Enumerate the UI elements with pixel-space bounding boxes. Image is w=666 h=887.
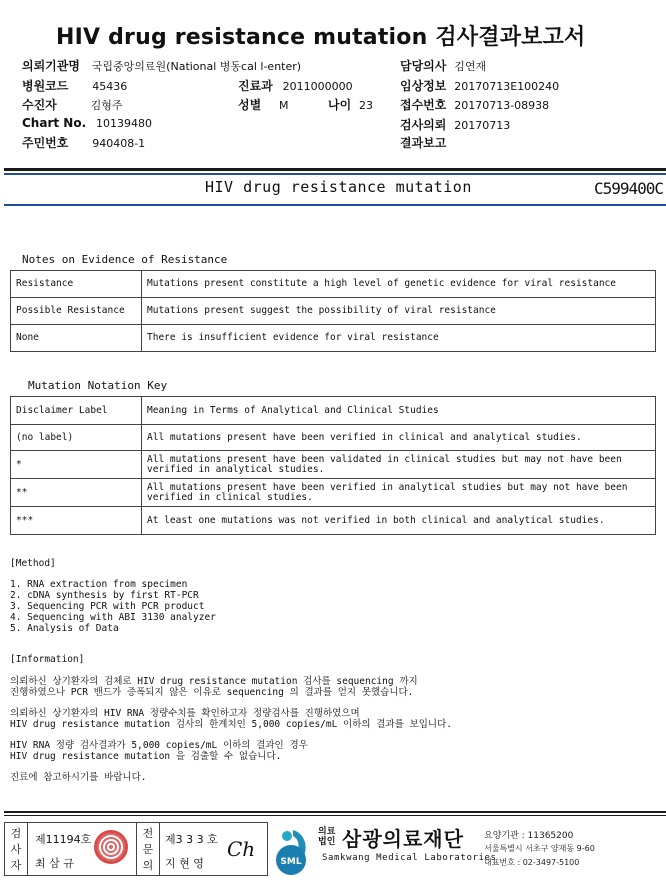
table-row [11,397,656,425]
doctor-label: 담당의사 [400,59,447,73]
logo-abbr: SML [280,857,302,867]
notation-label: Disclaimer Label [11,397,142,425]
examiner-label-char: 검 [10,827,22,840]
notation-label: ** [11,479,142,507]
brand-english-name: Samkwang Medical Laboratories [322,853,497,863]
test-code: C599400C [594,179,664,198]
clinical-info-field [400,77,559,94]
notation-text: All mutations present have been verified in clinical and analytical studies. [142,425,656,451]
box-divider [27,823,28,875]
report-label: 결과보고 [400,136,447,150]
examiner-name: 최 삼 규 [35,857,74,870]
address: 서울특별시 서초구 양재동 9-60 [484,844,595,853]
institution-code: 요양기관 : 11365200 [484,831,574,841]
sex-value: M [279,99,289,112]
section-divider [4,204,666,206]
evidence-label: Resistance [11,271,142,298]
examiner-label-char: 사 [10,843,22,856]
box-divider [159,823,160,875]
information-line: HIV drug resistance mutation 검사의 한계치인 5,000 copies/mL 이하의 결과를 보입니다. [10,719,452,730]
brand-name: 삼광의료재단 [342,827,464,851]
brand-prefix-line: 의료 [318,827,336,837]
table-row [11,507,656,535]
notation-label: * [11,451,142,479]
method-heading: [Method] [10,558,56,569]
examiner-label-char: 자 [10,859,22,872]
sml-logo-icon [273,826,313,876]
information-line: HIV RNA 정량 검사결과가 5,000 copies/mL 이하의 결과인 경우 [10,740,308,751]
report-field [400,134,450,151]
table-row [11,325,656,352]
sex-label: 성별 [238,98,262,112]
evidence-heading: Notes on Evidence of Resistance [22,253,228,266]
method-step: 4. Sequencing with ABI 3130 analyzer [10,612,216,623]
hospital-code-value: 45436 [92,80,128,93]
evidence-table [10,270,656,352]
specialist-label-char: 의 [142,859,154,872]
request-date-label: 검사의뢰 [400,118,447,132]
table-row [11,271,656,298]
examiner-license-no: 제11194호 [35,833,92,846]
evidence-label: Possible Resistance [11,298,142,325]
doctor-field [400,57,486,74]
receipt-field [400,96,549,113]
specialist-label-char: 문 [142,843,154,856]
table-row [11,298,656,325]
doctor-value: 김연재 [454,60,487,73]
method-step: 2. cDNA synthesis by first RT-PCR [10,590,199,601]
notation-text: All mutations present have been verified in analytical studies but may not have been verified in clinical studies. [142,479,656,507]
notation-heading: Mutation Notation Key [28,379,168,392]
chart-value: 10139480 [95,117,152,130]
age-field [328,96,373,113]
evidence-text: Mutations present constitute a high level of genetic evidence for viral resistance [142,271,656,298]
notation-text: All mutations present have been validated in clinical studies but may not have been verified in analytical studies. [142,451,656,479]
information-heading: [Information] [10,654,85,665]
institution-value: 국립중앙의료원(National 병동cal l-enter) [91,60,302,73]
evidence-label: None [11,325,142,352]
institution-label: 의뢰기관명 [22,59,80,73]
information-line: 의뢰하신 상기환자의 검체로 HIV drug resistance mutation 검사를 sequencing 까지 [10,676,418,687]
footer-divider [4,811,666,813]
request-date-field [400,116,510,133]
official-seal-icon [94,830,128,864]
specialist-license-no: 제3 3 3 호 [165,833,218,846]
method-step: 5. Analysis of Data [10,623,119,634]
chart-label: Chart No. [22,116,87,130]
notation-table [10,396,656,535]
department-label: 진료과 [238,79,273,93]
department-value: 2011000000 [282,80,353,93]
patient-label: 수진자 [22,98,57,112]
signature-box [4,822,268,876]
hospital-code-field [22,77,127,94]
evidence-text: Mutations present suggest the possibility of viral resistance [142,298,656,325]
information-line: 진료에 참고하시기를 바랍니다. [10,772,147,783]
table-row [11,479,656,507]
table-row [11,451,656,479]
information-line: 의뢰하신 상기환자의 HIV RNA 정량수치를 확인하고자 정량검사를 진행하였으며 [10,708,360,719]
patient-field [22,96,123,113]
notation-text: Meaning in Terms of Analytical and Clinical Studies [142,397,656,425]
receipt-value: 20170713-08938 [454,99,550,112]
section-title: HIV drug resistance mutation [205,178,472,196]
id-field [22,134,145,151]
department-field [238,77,353,94]
method-step: 3. Sequencing PCR with PCR product [10,601,205,612]
brand-prefix [318,827,335,847]
receipt-label: 접수번호 [400,98,447,112]
chart-field [22,116,152,130]
id-value: 940408-1 [92,137,146,150]
age-label: 나이 [328,98,352,112]
examiner-vertical-label [5,823,27,875]
clinical-info-label: 임상정보 [400,79,447,93]
request-date-value: 20170713 [454,119,511,132]
information-line: HIV drug resistance mutation 을 검출할 수 없습니다. [10,751,282,762]
id-label: 주민번호 [22,136,69,150]
hospital-code-label: 병원코드 [22,79,69,93]
age-value: 23 [359,99,374,112]
institution-field [22,57,301,74]
information-line: 진행하였으나 PCR 밴드가 증폭되지 않은 이유로 sequencing 의 결과를 얻지 못했습니다. [10,687,414,698]
evidence-text: There is insufficient evidence for viral resistance [142,325,656,352]
patient-value: 김형주 [90,99,123,112]
footer-divider-thin [4,815,666,816]
header-divider [4,168,666,171]
notation-label: (no label) [11,425,142,451]
specialist-vertical-label [137,823,159,875]
report-title: HIV drug resistance mutation 검사결과보고서 [56,25,586,50]
phone: 대표번호 : 02-3497-5100 [484,858,580,867]
brand-prefix-line: 법인 [318,837,336,847]
specialist-label-char: 전 [142,827,154,840]
header-divider-accent [4,173,666,175]
method-step: 1. RNA extraction from specimen [10,579,188,590]
notation-text: At least one mutations was not verified in both clinical and analytical studies. [142,507,656,535]
notation-label: *** [11,507,142,535]
sex-field [238,96,289,113]
specialist-name: 지 현 영 [165,857,204,870]
signature-mark: Ch [227,837,256,861]
table-row [11,425,656,451]
clinical-info-value: 20170713E100240 [454,80,560,93]
